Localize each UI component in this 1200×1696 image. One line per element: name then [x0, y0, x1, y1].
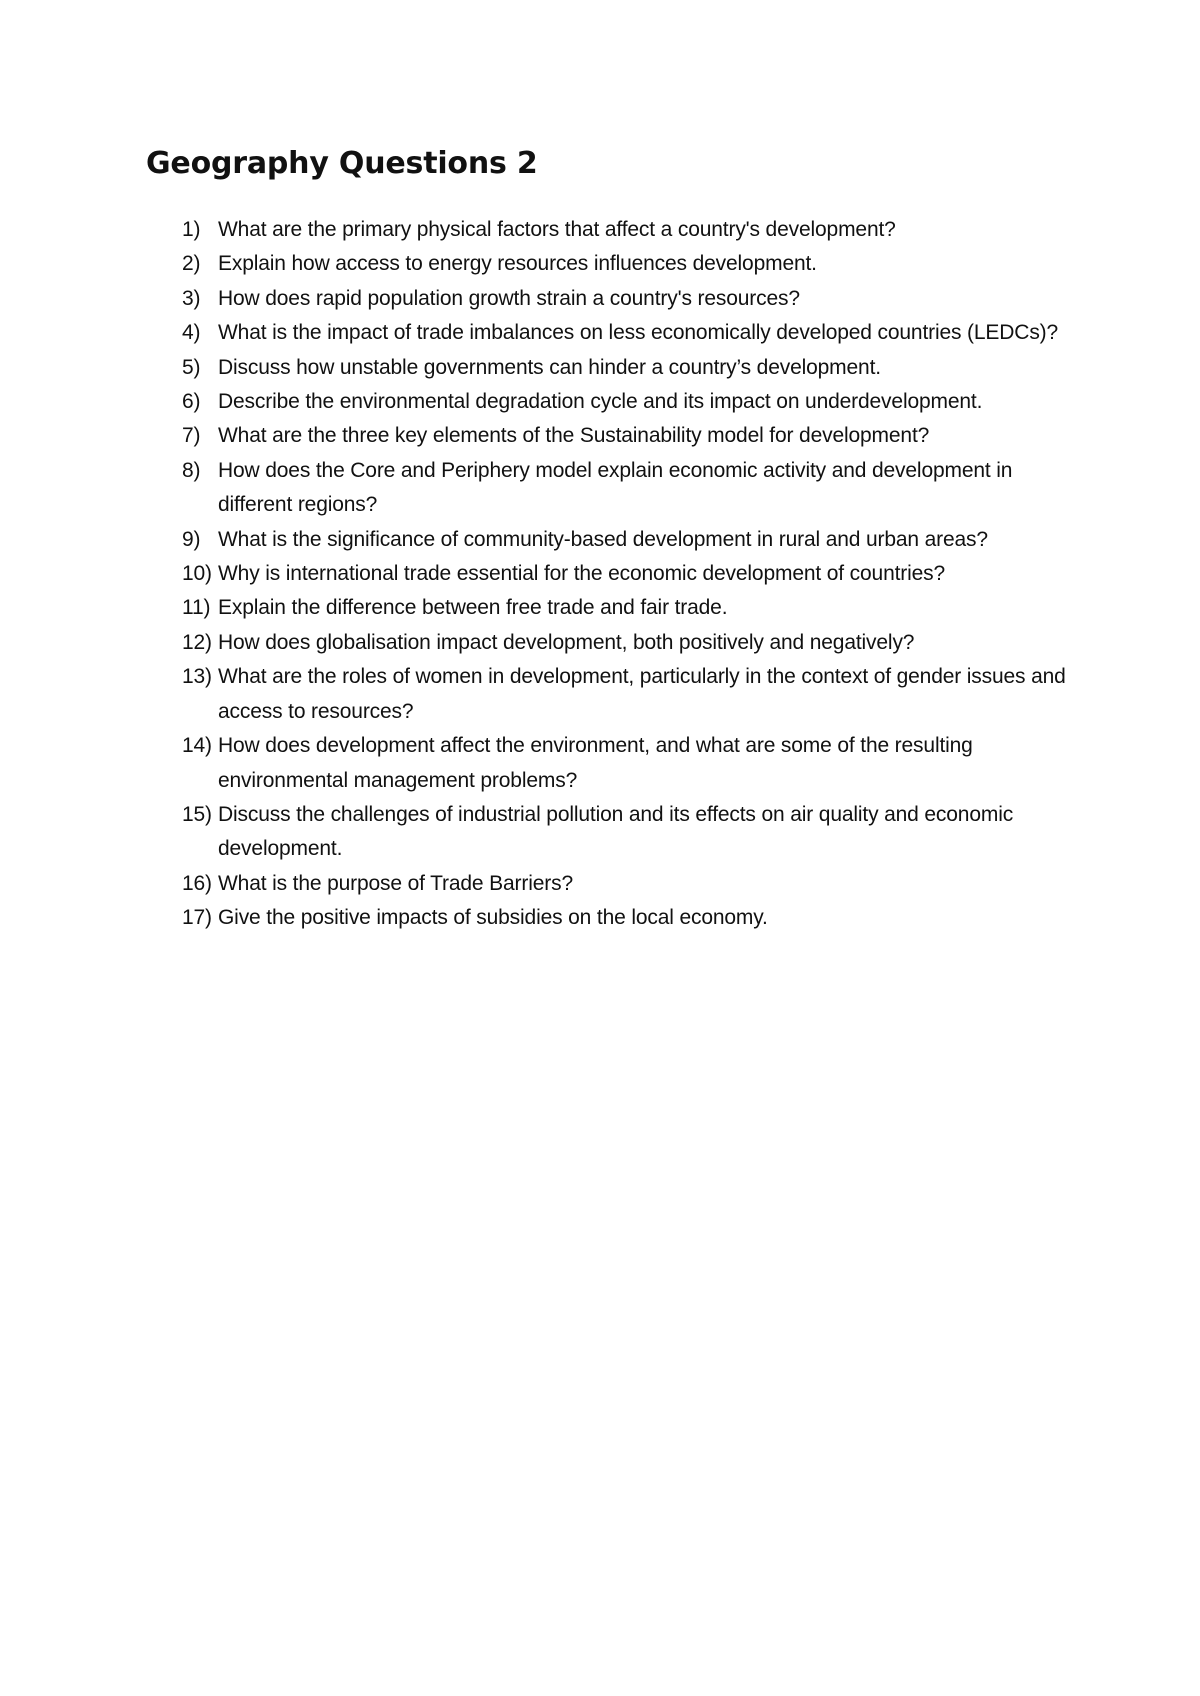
question-number: 8)	[182, 458, 201, 482]
question-number: 10)	[182, 562, 212, 586]
question-text: Explain the difference between free trade and fair trade.	[218, 596, 728, 620]
question-text: What is the significance of community-based development in rural and urban areas?	[218, 527, 988, 551]
question-item	[182, 591, 1082, 625]
question-text: Describe the environmental degradation cycle and its impact on underdevelopment.	[218, 390, 983, 414]
question-item	[182, 557, 1082, 591]
question-item	[182, 385, 1082, 419]
question-number: 15)	[182, 802, 212, 826]
question-item	[182, 901, 1082, 935]
question-number: 16)	[182, 871, 212, 895]
question-item	[182, 523, 1082, 557]
question-number: 14)	[182, 734, 212, 758]
question-item	[182, 419, 1082, 453]
question-number: 11)	[182, 596, 211, 620]
question-text: How does rapid population growth strain a country's resources?	[218, 286, 800, 310]
question-item	[182, 316, 1082, 350]
question-item	[182, 729, 1082, 798]
question-item	[182, 798, 1082, 867]
question-text: Explain how access to energy resources influences development.	[218, 252, 817, 276]
question-number: 5)	[182, 355, 201, 379]
question-list	[182, 213, 1082, 936]
question-number: 3)	[182, 286, 201, 310]
question-text: What is the impact of trade imbalances on less economically developed countries (LEDCs)?	[218, 321, 1059, 345]
question-number: 17)	[182, 906, 212, 930]
question-text: Discuss the challenges of industrial pollution and its effects on air quality and economic development.	[218, 802, 1014, 861]
question-item	[182, 867, 1082, 901]
question-item	[182, 213, 1082, 247]
question-text: Why is international trade essential for the economic development of countries?	[218, 562, 946, 586]
question-text: How does development affect the environment, and what are some of the resulting environmental management problems?	[218, 734, 973, 792]
question-item	[182, 660, 1082, 729]
question-text: What are the three key elements of the Sustainability model for development?	[218, 424, 930, 448]
question-text: Discuss how unstable governments can hinder a country’s development.	[218, 355, 881, 379]
question-text: Give the positive impacts of subsidies on the local economy.	[218, 906, 768, 930]
question-number: 7)	[182, 424, 201, 448]
question-text: What is the purpose of Trade Barriers?	[218, 871, 573, 895]
question-text: How does the Core and Periphery model explain economic activity and development in different regions?	[218, 458, 1013, 517]
question-item	[182, 247, 1082, 281]
question-item	[182, 282, 1082, 316]
question-number: 12)	[182, 630, 212, 654]
question-text: How does globalisation impact development, both positively and negatively?	[218, 630, 915, 654]
question-number: 4)	[182, 321, 201, 345]
question-item	[182, 351, 1082, 385]
question-number: 9)	[182, 527, 201, 551]
question-text: What are the roles of women in development, particularly in the context of gender issues and access to resources?	[218, 665, 1066, 723]
question-number: 6)	[182, 390, 201, 414]
page-title: Geography Questions 2	[146, 146, 538, 181]
question-number: 2)	[182, 252, 201, 276]
question-item	[182, 454, 1082, 523]
question-number: 1)	[182, 218, 201, 241]
question-number: 13)	[182, 665, 212, 689]
question-text: What are the primary physical factors that affect a country's development?	[218, 218, 896, 241]
question-item	[182, 626, 1082, 660]
